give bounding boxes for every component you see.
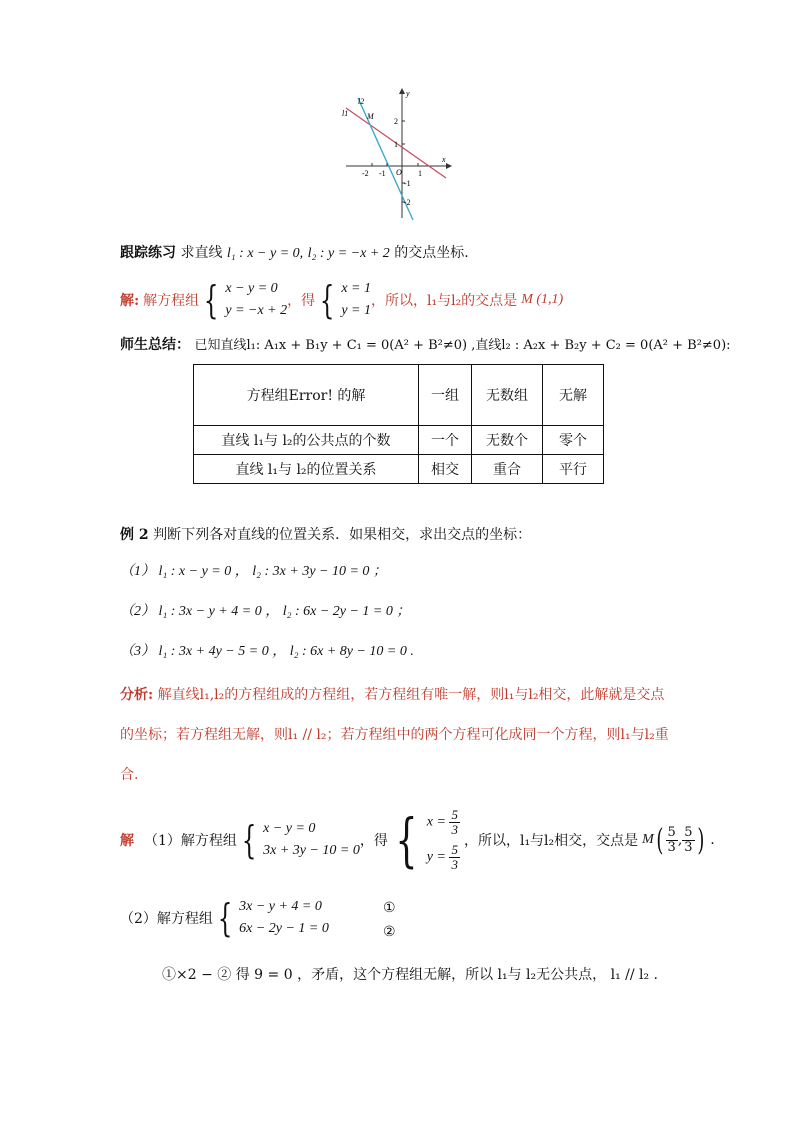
summary-text: 已知直线l₁: A₁x + B₁y + C₁ = 0(A² + B²≠0) ,直线l₂ : A₂x + B₂y + C₂ = 0(A² + B²≠0): (194, 338, 731, 353)
solution1-line (120, 798, 715, 882)
brace-icon: { (217, 896, 233, 940)
analysis-line-3: 合. (120, 767, 139, 783)
y-tick-label: 2 (394, 117, 398, 126)
equation-mark-1: ① (383, 900, 396, 916)
solution-label: 解: (120, 293, 140, 309)
y-tick-label: -1 (404, 179, 411, 188)
x-tick-label: -1 (379, 169, 386, 178)
solution1-system (237, 818, 360, 862)
table-cell: 一组 (419, 365, 472, 426)
fraction: $\frac{5}{3}$ (667, 824, 676, 855)
table-cell: 直线 l₁与 l₂的公共点的个数 (194, 426, 419, 455)
line-l2-label: l2 (358, 97, 365, 106)
fraction: $\frac{5}{3}$ (451, 807, 458, 837)
solution-system-2 (315, 278, 371, 322)
solution1-coords: ( $\frac{5}{3}$ , $\frac{5}{3}$ ) (656, 822, 704, 858)
solution-mid: ，得 (287, 293, 316, 309)
x-axis-arrow-icon (446, 163, 452, 169)
solution-system-1 (199, 278, 287, 322)
solution-suffix-a: ，所以， (371, 293, 427, 309)
analysis-text: 解直线l₁,l₂的方程组成的方程组，若方程组有唯一解，则l₁与l₂相交，此解就是交点 (157, 687, 665, 703)
practice-text-b: 的交点坐标. (394, 245, 469, 261)
table-cell: 无数个 (472, 426, 543, 455)
brace-icon: { (395, 806, 418, 874)
system-row: 3x + 3y − 10 = 0 (263, 843, 360, 858)
analysis-line-2: 的坐标；若方程组无解，则l₁ // l₂；若方程组中的两个方程可化成同一个方程，则l₁与l₂重 (120, 727, 669, 743)
brace-icon: { (204, 278, 219, 322)
table-cell: 平行 (543, 455, 604, 484)
table-cell: 无解 (543, 365, 604, 426)
analysis-line-1 (120, 684, 664, 704)
table-cell: 无数组 (472, 365, 543, 426)
practice-line (120, 242, 469, 262)
solution2-system (213, 896, 329, 940)
solution1-result (388, 808, 460, 872)
y-tick-label: -2 (404, 198, 411, 207)
solution1-end: . (710, 832, 715, 848)
table-cell: 重合 (472, 455, 543, 484)
solution1-label: 解 (120, 833, 134, 849)
brace-icon: { (241, 818, 257, 862)
result-row: x = $\frac{5}{3}$ (426, 807, 458, 837)
table-row (194, 455, 604, 484)
table-cell: 方程组Error! 的解 (194, 365, 419, 426)
line-l1-label: l1 (342, 109, 349, 118)
solution1-prefix: （1）解方程组 (144, 833, 237, 849)
origin-label: O (396, 168, 402, 177)
practice-l2-equation: l₂ : y = −x + 2 (307, 246, 390, 261)
analysis-label: 分析: (120, 687, 154, 703)
x-axis-label: x (442, 155, 446, 164)
practice-l1-equation: l₁ : x − y = 0, (226, 246, 304, 261)
system-row: x = 1 (341, 281, 371, 296)
solution-suffix-b: l₁与l₂的交点是 (427, 293, 518, 309)
system-row: 6x − 2y − 1 = 0 (239, 921, 329, 936)
y-axis-label: y (406, 89, 410, 98)
solution1-suffix: ，所以，l₁与l₂相交，交点是 (463, 833, 639, 849)
table-row (194, 365, 604, 426)
solution-line (120, 278, 563, 322)
fraction: $\frac{5}{3}$ (451, 842, 458, 872)
table-cell: 直线 l₁与 l₂的位置关系 (194, 455, 419, 484)
solution2-line (120, 896, 329, 940)
system-row: y = −x + 2 (225, 303, 288, 318)
table-row (194, 426, 604, 455)
example2-label: 例 2 (120, 527, 149, 543)
brace-icon: { (319, 278, 335, 322)
example2-heading (120, 524, 531, 544)
solution1-point: M (642, 832, 654, 847)
summary-label: 师生总结： (120, 337, 190, 353)
x-tick-label: 1 (418, 169, 422, 178)
example2-item: （1） l₁ : x − y = 0 ， l₂ : 3x + 3y − 10 = 0 ； (120, 564, 387, 579)
table-cell: 一个 (419, 426, 472, 455)
y-tick-label: 1 (394, 140, 398, 149)
table-cell: 零个 (543, 426, 604, 455)
solution-prefix: 解方程组 (143, 293, 200, 309)
table-cell: 相交 (419, 455, 472, 484)
fraction: $\frac{5}{3}$ (684, 824, 693, 855)
solution1-mid: ，得 (359, 833, 388, 849)
y-axis-arrow-icon (399, 88, 405, 94)
system-row: y = 1 (341, 303, 371, 318)
summary-table (193, 364, 604, 484)
solution-answer: M (1,1) (521, 292, 564, 307)
example2-item: （2） l₁ : 3x − y + 4 = 0 ， l₂ : 6x − 2y − 1 = 0 ； (120, 604, 411, 619)
system-row: x − y = 0 (263, 821, 316, 836)
practice-text-a: 求直线 (180, 245, 223, 261)
intersection-figure (336, 88, 456, 222)
summary-line (120, 334, 731, 354)
solution2-prefix: （2）解方程组 (120, 911, 213, 927)
equation-mark-2: ② (383, 924, 396, 940)
point-m-label: M (367, 112, 374, 121)
system-row: 3x − y + 4 = 0 (239, 899, 322, 914)
practice-label: 跟踪练习 (120, 245, 176, 261)
x-tick-label: -2 (362, 169, 369, 178)
example2-item: （3） l₁ : 3x + 4y − 5 = 0 ， l₂ : 6x + 8y − 10 = 0 . (120, 644, 414, 659)
result-row: y = $\frac{5}{3}$ (426, 842, 458, 872)
example2-text: 判断下列各对直线的位置关系．如果相交，求出交点的坐标： (153, 527, 532, 543)
solution2-conclusion: ①×2 − ② 得 9 = 0 ，矛盾，这个方程组无解，所以 l₁与 l₂无公共点， l₁ // l₂ . (162, 967, 659, 983)
system-row: x − y = 0 (225, 281, 278, 296)
